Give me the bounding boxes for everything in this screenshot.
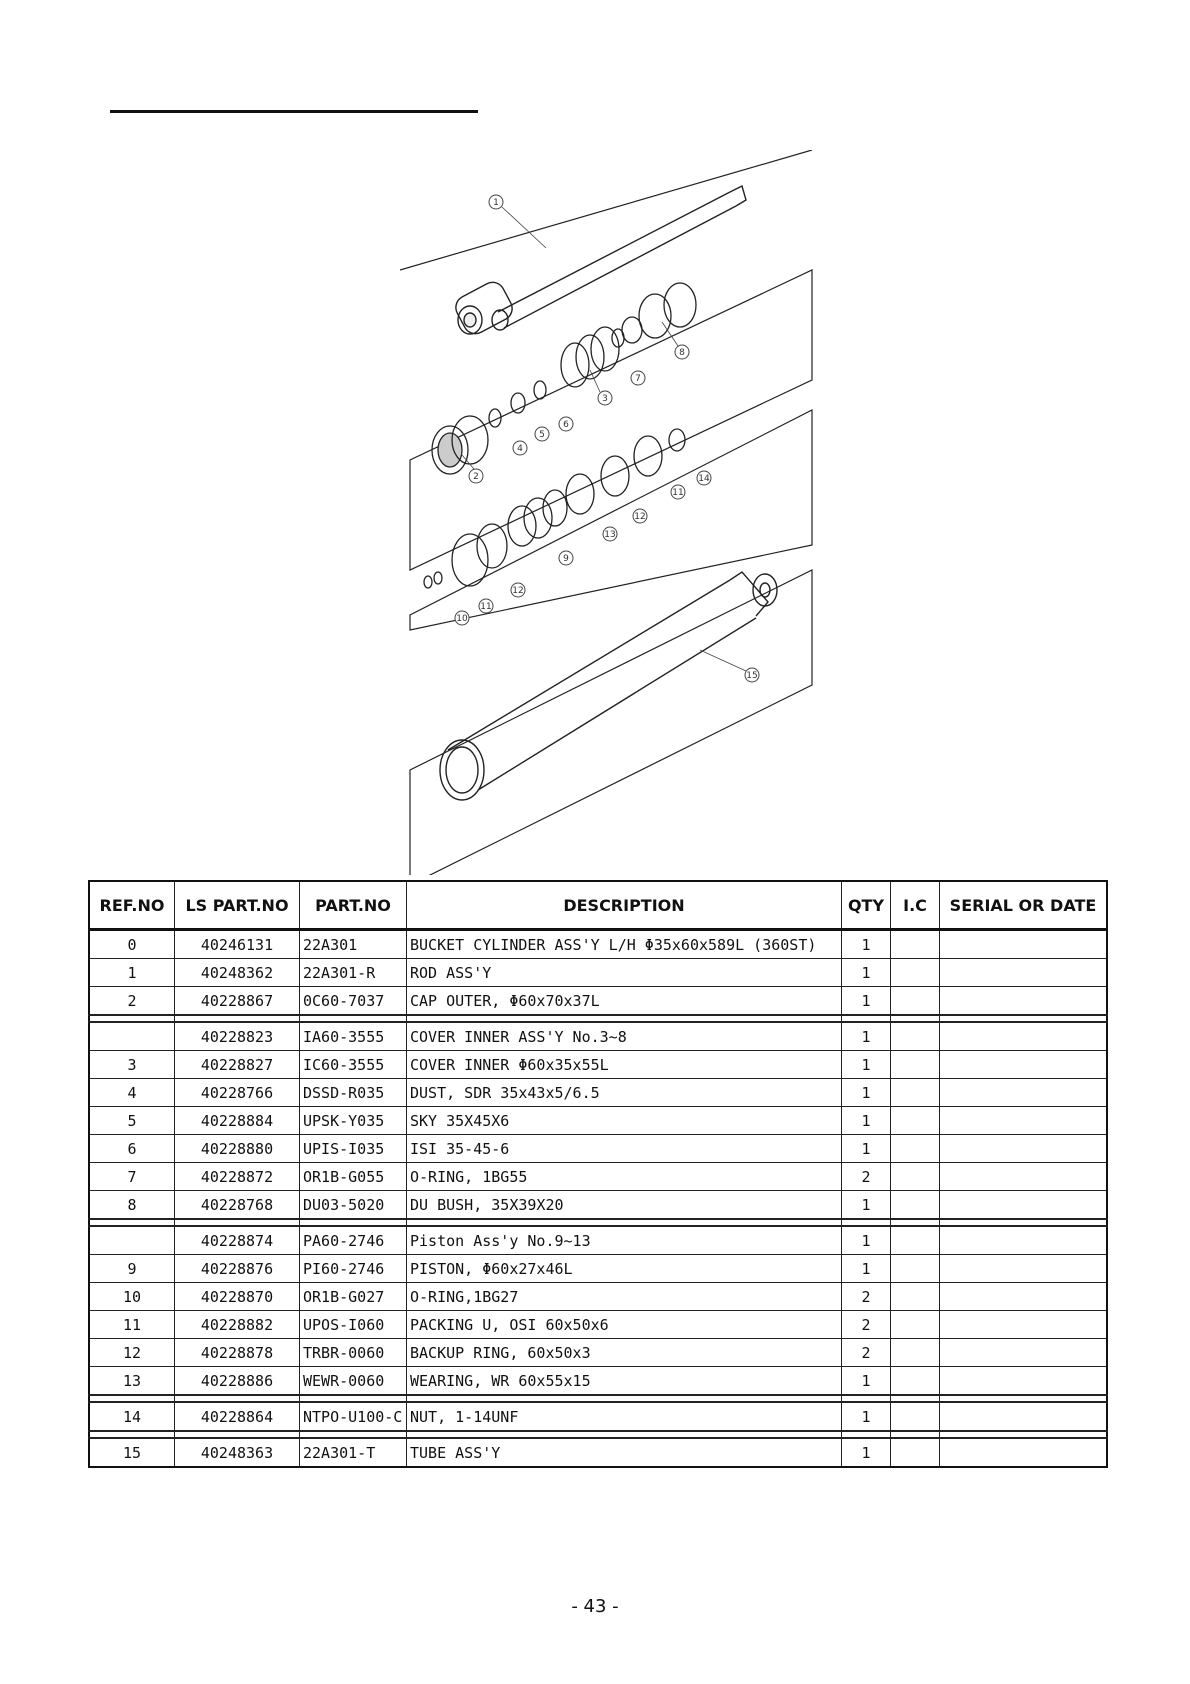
table-row [89,1283,1107,1311]
exploded-parts-diagram [400,150,840,875]
cell-ic [891,1079,940,1107]
cell-serial [940,1226,1108,1255]
cell-serial [940,1079,1108,1107]
callout-12a: 12 [512,586,524,596]
cell-ref: 1 [89,959,175,987]
cell-ref: 8 [89,1191,175,1220]
callout-13: 13 [604,530,616,540]
cell-ic [891,930,940,959]
header-rule [110,110,478,113]
cell-qty: 1 [842,987,891,1016]
cell-serial [940,1402,1108,1431]
cell-part: OR1B-G027 [300,1283,407,1311]
cell-ref: 3 [89,1051,175,1079]
cell-serial [940,959,1108,987]
cell-qty: 1 [842,1191,891,1220]
cell-description: DUST, SDR 35x43x5/6.5 [407,1079,842,1107]
table-row [89,1367,1107,1396]
cell-description: COVER INNER ASS'Y No.3~8 [407,1022,842,1051]
cell-serial [940,1051,1108,1079]
group-separator [89,1219,1107,1226]
header-qty: QTY [842,881,891,930]
cell-description: O-RING,1BG27 [407,1283,842,1311]
callout-14: 14 [698,474,710,484]
table-row [89,1135,1107,1163]
cell-ref: 10 [89,1283,175,1311]
cell-ic [891,1402,940,1431]
cell-ls-part: 40228876 [175,1255,300,1283]
cell-ref: 2 [89,987,175,1016]
cell-part: IA60-3555 [300,1022,407,1051]
cell-description: PACKING U, OSI 60x50x6 [407,1311,842,1339]
cell-ic [891,1022,940,1051]
cell-part: UPOS-I060 [300,1311,407,1339]
table-row [89,1255,1107,1283]
cell-part: OR1B-G055 [300,1163,407,1191]
cell-serial [940,1191,1108,1220]
cell-ic [891,1283,940,1311]
callout-1: 1 [493,198,499,208]
cell-description: TUBE ASS'Y [407,1438,842,1467]
cell-ic [891,1107,940,1135]
table-row [89,1438,1107,1467]
cell-part: IC60-3555 [300,1051,407,1079]
callout-9: 9 [563,554,569,564]
cell-ic [891,1191,940,1220]
cell-ref: 11 [89,1311,175,1339]
cell-ref: 5 [89,1107,175,1135]
cell-qty: 1 [842,1226,891,1255]
cell-ref [89,1022,175,1051]
callout-markers [455,195,759,682]
cell-description: BUCKET CYLINDER ASS'Y L/H Φ35x60x589L (360ST) [407,930,842,959]
cell-part: UPSK-Y035 [300,1107,407,1135]
cell-part: DU03-5020 [300,1191,407,1220]
table-row [89,959,1107,987]
diagram-svg [400,150,840,875]
table-row [89,1022,1107,1051]
header-ls-part-no: LS PART.NO [175,881,300,930]
cell-ref: 0 [89,930,175,959]
piston-parts [424,429,685,588]
header-ref-no: REF.NO [89,881,175,930]
cell-ic [891,1255,940,1283]
cell-ref: 6 [89,1135,175,1163]
cell-ls-part: 40228766 [175,1079,300,1107]
callout-3: 3 [602,394,608,404]
callout-6: 6 [563,420,569,430]
cell-ic [891,1135,940,1163]
cell-serial [940,1255,1108,1283]
cell-ref: 14 [89,1402,175,1431]
cell-description: COVER INNER Φ60x35x55L [407,1051,842,1079]
cell-serial [940,1339,1108,1367]
cell-description: SKY 35X45X6 [407,1107,842,1135]
cell-description: PISTON, Φ60x27x46L [407,1255,842,1283]
cell-qty: 1 [842,1135,891,1163]
cell-ic [891,987,940,1016]
callout-leaders [462,207,746,671]
cell-ic [891,959,940,987]
parts-table [88,880,1108,1468]
group-separator [89,1015,1107,1022]
cell-ref: 9 [89,1255,175,1283]
cell-qty: 1 [842,1022,891,1051]
callout-12b: 12 [634,512,646,522]
cell-serial [940,1283,1108,1311]
cell-ls-part: 40228882 [175,1311,300,1339]
cell-part: 22A301 [300,930,407,959]
cell-part: 22A301-R [300,959,407,987]
cell-ls-part: 40228827 [175,1051,300,1079]
cell-qty: 1 [842,1367,891,1396]
cell-ic [891,1051,940,1079]
group-separator [89,1395,1107,1402]
cell-serial [940,1367,1108,1396]
table-row [89,1191,1107,1220]
cell-qty: 2 [842,1163,891,1191]
cell-part: TRBR-0060 [300,1339,407,1367]
table-row [89,930,1107,959]
panel-piston [410,410,812,630]
callout-10: 10 [456,614,468,624]
group-separator [89,1431,1107,1438]
cell-description: DU BUSH, 35X39X20 [407,1191,842,1220]
cell-ls-part: 40228864 [175,1402,300,1431]
cell-part: NTPO-U100-C [300,1402,407,1431]
callout-4: 4 [517,444,523,454]
cell-ls-part: 40228872 [175,1163,300,1191]
cell-qty: 1 [842,1079,891,1107]
cell-ic [891,1226,940,1255]
cell-ls-part: 40248363 [175,1438,300,1467]
cell-qty: 1 [842,1255,891,1283]
callout-7: 7 [635,374,641,384]
callout-8: 8 [679,348,685,358]
cell-part: PI60-2746 [300,1255,407,1283]
cell-serial [940,1135,1108,1163]
cell-ic [891,1367,940,1396]
cell-qty: 2 [842,1339,891,1367]
cell-ref: 4 [89,1079,175,1107]
table-row [89,1311,1107,1339]
cell-description: ISI 35-45-6 [407,1135,842,1163]
cell-part: WEWR-0060 [300,1367,407,1396]
header-ic: I.C [891,881,940,930]
table-header-row [89,881,1107,930]
cell-qty: 1 [842,1438,891,1467]
cell-description: BACKUP RING, 60x50x3 [407,1339,842,1367]
cell-ref: 15 [89,1438,175,1467]
header-serial-or-date: SERIAL OR DATE [940,881,1108,930]
cell-serial [940,1311,1108,1339]
cell-ic [891,1311,940,1339]
cell-description: ROD ASS'Y [407,959,842,987]
cell-ls-part: 40228867 [175,987,300,1016]
table-row [89,1226,1107,1255]
cell-description: O-RING, 1BG55 [407,1163,842,1191]
cell-ls-part: 40246131 [175,930,300,959]
cell-serial [940,1438,1108,1467]
cell-ls-part: 40228768 [175,1191,300,1220]
cell-ic [891,1339,940,1367]
cell-part: PA60-2746 [300,1226,407,1255]
header-part-no: PART.NO [300,881,407,930]
cell-ref [89,1226,175,1255]
cell-part: DSSD-R035 [300,1079,407,1107]
header-description: DESCRIPTION [407,881,842,930]
table-row [89,1051,1107,1079]
seal-parts [432,283,696,474]
page-number: - 43 - [571,1596,619,1617]
cell-qty: 1 [842,959,891,987]
callout-15: 15 [746,671,758,681]
cell-serial [940,1022,1108,1051]
cell-ref: 12 [89,1339,175,1367]
callout-11a: 11 [480,602,492,612]
cell-serial [940,987,1108,1016]
cell-qty: 1 [842,1051,891,1079]
cell-ic [891,1163,940,1191]
cell-ls-part: 40228823 [175,1022,300,1051]
callout-5: 5 [539,430,545,440]
cell-part: 0C60-7037 [300,987,407,1016]
cell-description: Piston Ass'y No.9~13 [407,1226,842,1255]
callout-2: 2 [473,472,479,482]
callout-labels [456,198,757,681]
cell-ls-part: 40228880 [175,1135,300,1163]
cell-ls-part: 40248362 [175,959,300,987]
cell-ref: 7 [89,1163,175,1191]
table-row [89,1402,1107,1431]
cell-ls-part: 40228870 [175,1283,300,1311]
cell-ls-part: 40228874 [175,1226,300,1255]
cell-qty: 1 [842,1107,891,1135]
cell-ls-part: 40228884 [175,1107,300,1135]
rod-frame-line [400,150,812,270]
cell-qty: 1 [842,1402,891,1431]
panel-tube [410,570,812,875]
cell-serial [940,1107,1108,1135]
cell-part: 22A301-T [300,1438,407,1467]
table-row [89,1163,1107,1191]
table-row [89,987,1107,1016]
cell-description: WEARING, WR 60x55x15 [407,1367,842,1396]
cell-serial [940,1163,1108,1191]
callout-11b: 11 [672,488,684,498]
cell-serial [940,930,1108,959]
table-row [89,1107,1107,1135]
cell-qty: 2 [842,1311,891,1339]
cell-ic [891,1438,940,1467]
cell-description: CAP OUTER, Φ60x70x37L [407,987,842,1016]
cell-description: NUT, 1-14UNF [407,1402,842,1431]
cell-part: UPIS-I035 [300,1135,407,1163]
cell-ls-part: 40228878 [175,1339,300,1367]
cell-ref: 13 [89,1367,175,1396]
table-row [89,1339,1107,1367]
cell-qty: 2 [842,1283,891,1311]
cell-qty: 1 [842,930,891,959]
table-row [89,1079,1107,1107]
cell-ls-part: 40228886 [175,1367,300,1396]
parts-table-body [89,930,1107,1468]
